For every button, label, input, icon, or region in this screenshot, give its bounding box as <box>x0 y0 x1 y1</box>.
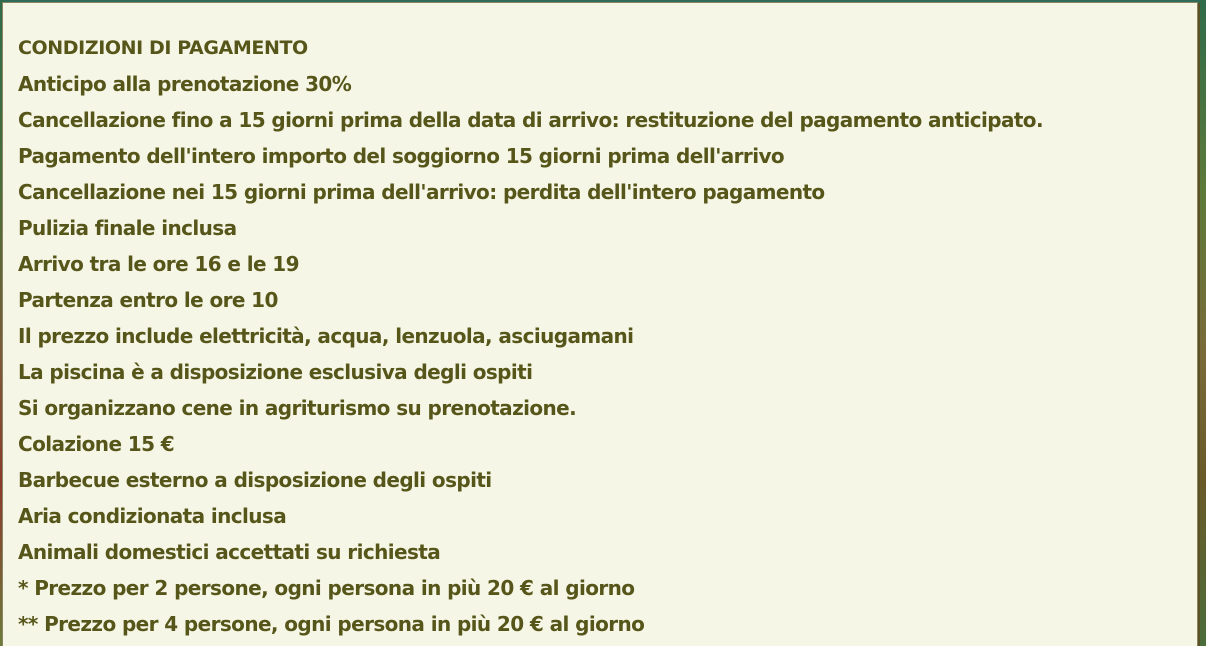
condition-line: Partenza entro le ore 10 <box>18 288 278 312</box>
condition-line: Pulizia finale inclusa <box>18 216 237 240</box>
background-photo-right <box>1200 0 1206 646</box>
condition-line: La piscina è a disposizione esclusiva degli ospiti <box>18 360 533 384</box>
condition-line: Anticipo alla prenotazione 30% <box>18 72 352 96</box>
condition-line: Cancellazione nei 15 giorni prima dell'arrivo: perdita dell'intero pagamento <box>18 180 825 204</box>
condition-line: Il prezzo include elettricità, acqua, lenzuola, asciugamani <box>18 324 634 348</box>
condition-line: Cancellazione fino a 15 giorni prima della data di arrivo: restituzione del pagamento anticipato. <box>18 108 1043 132</box>
payment-conditions-title: CONDIZIONI DI PAGAMENTO <box>18 37 308 59</box>
price-note-line: ** Prezzo per 4 persone, ogni persona in più 20 € al giorno <box>18 612 645 636</box>
payment-conditions-text <box>18 30 1187 642</box>
condition-line: Aria condizionata inclusa <box>18 504 287 528</box>
condition-line: Animali domestici accettati su richiesta <box>18 540 441 564</box>
condition-line: Barbecue esterno a disposizione degli ospiti <box>18 468 492 492</box>
price-note-line: * Prezzo per 2 persone, ogni persona in più 20 € al giorno <box>18 576 635 600</box>
condition-line: Arrivo tra le ore 16 e le 19 <box>18 252 299 276</box>
condition-line: Colazione 15 € <box>18 432 175 456</box>
condition-line: Si organizzano cene in agriturismo su prenotazione. <box>18 396 577 420</box>
condition-line: Pagamento dell'intero importo del soggiorno 15 giorni prima dell'arrivo <box>18 144 785 168</box>
payment-conditions-panel <box>2 2 1198 646</box>
